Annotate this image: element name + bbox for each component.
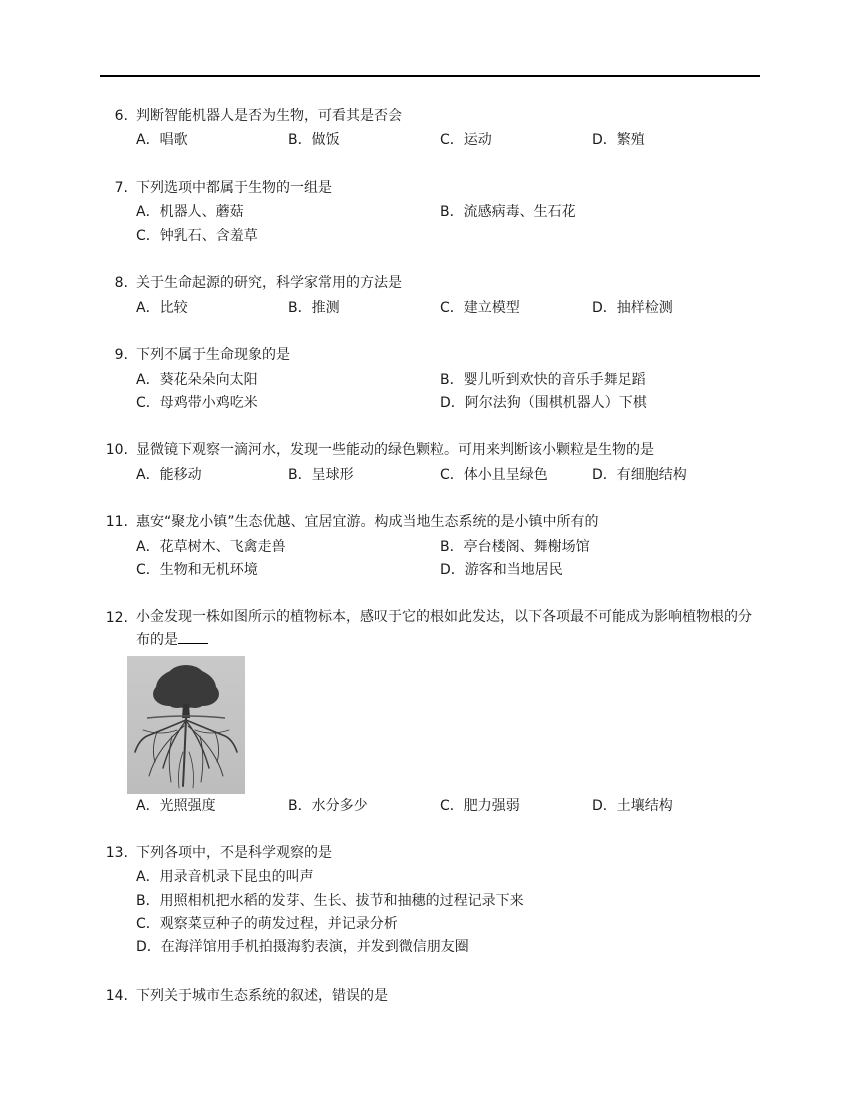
question-stem: 显微镜下观察一滴河水，发现一些能动的绿色颗粒。可用来判断该小颗粒是生物的是 — [136, 442, 654, 458]
answer-blank — [178, 629, 208, 644]
header-rule — [100, 75, 760, 77]
option-b: B．用照相机把水稻的发芽、生长、拔节和抽穗的过程记录下来 — [136, 893, 524, 909]
question-number: 7. — [114, 180, 128, 196]
option-b: B．推测 — [288, 300, 340, 316]
option-a: A．比较 — [136, 300, 188, 316]
option-d: D．游客和当地居民 — [440, 562, 563, 578]
option-c: C．体小且呈绿色 — [440, 467, 548, 483]
question-stem: 下列关于城市生态系统的叙述，错误的是 — [136, 988, 388, 1004]
question-stem: 判断智能机器人是否为生物，可看其是否会 — [136, 108, 402, 124]
question-stem: 惠安“聚龙小镇”生态优越、宜居宜游。构成当地生态系统的是小镇中所有的 — [136, 514, 599, 530]
question-stem: 下列选项中都属于生物的一组是 — [136, 180, 332, 196]
option-b: B．呈球形 — [288, 467, 354, 483]
option-c: C．运动 — [440, 132, 492, 148]
option-b: B．水分多少 — [288, 798, 368, 814]
option-b: B．做饭 — [288, 132, 340, 148]
option-c: C．观察菜豆种子的萌发过程，并记录分析 — [136, 916, 398, 932]
option-d: D．抽样检测 — [592, 300, 673, 316]
option-a: A．能移动 — [136, 467, 202, 483]
question-number: 9. — [114, 347, 128, 363]
option-a: A．光照强度 — [136, 798, 216, 814]
option-a: A．花草树木、飞禽走兽 — [136, 539, 286, 555]
option-c: C．钟乳石、含羞草 — [136, 228, 258, 244]
option-b: B．婴儿听到欢快的音乐手舞足蹈 — [440, 372, 646, 388]
option-a: A．机器人、蘑菇 — [136, 204, 244, 220]
question-number: 12. — [105, 610, 128, 626]
question-number: 6. — [114, 108, 128, 124]
question-number: 11. — [105, 514, 128, 530]
option-b: B．亭台楼阁、舞榭场馆 — [440, 539, 590, 555]
option-c: C．生物和无机环境 — [136, 562, 258, 578]
option-c: C．建立模型 — [440, 300, 520, 316]
option-a: A．用录音机录下昆虫的叫声 — [136, 869, 314, 885]
option-d: D．有细胞结构 — [592, 467, 687, 483]
question-stem: 下列各项中，不是科学观察的是 — [136, 845, 332, 861]
question-number: 14. — [105, 988, 128, 1004]
option-d: D．土壤结构 — [592, 798, 673, 814]
tree-root-specimen-image — [127, 656, 245, 794]
option-d: D．阿尔法狗（围棋机器人）下棋 — [440, 395, 647, 411]
question-stem: 小金发现一株如图所示的植物标本，感叹于它的根如此发达，以下各项最不可能成为影响植物根的分布的是 — [136, 609, 752, 648]
option-b: B．流感病毒、生石花 — [440, 204, 576, 220]
option-c: C．肥力强弱 — [440, 798, 520, 814]
option-a: A．唱歌 — [136, 132, 188, 148]
option-d: D．在海洋馆用手机拍摄海豹表演，并发到微信朋友圈 — [136, 939, 469, 955]
question-stem: 下列不属于生命现象的是 — [136, 347, 290, 363]
question-number: 13. — [105, 845, 128, 861]
option-a: A．葵花朵朵向太阳 — [136, 372, 258, 388]
question-number: 10. — [105, 442, 128, 458]
option-c: C．母鸡带小鸡吃米 — [136, 395, 258, 411]
question-stem: 关于生命起源的研究，科学家常用的方法是 — [136, 275, 402, 291]
option-d: D．繁殖 — [592, 132, 645, 148]
question-number: 8. — [114, 275, 128, 291]
